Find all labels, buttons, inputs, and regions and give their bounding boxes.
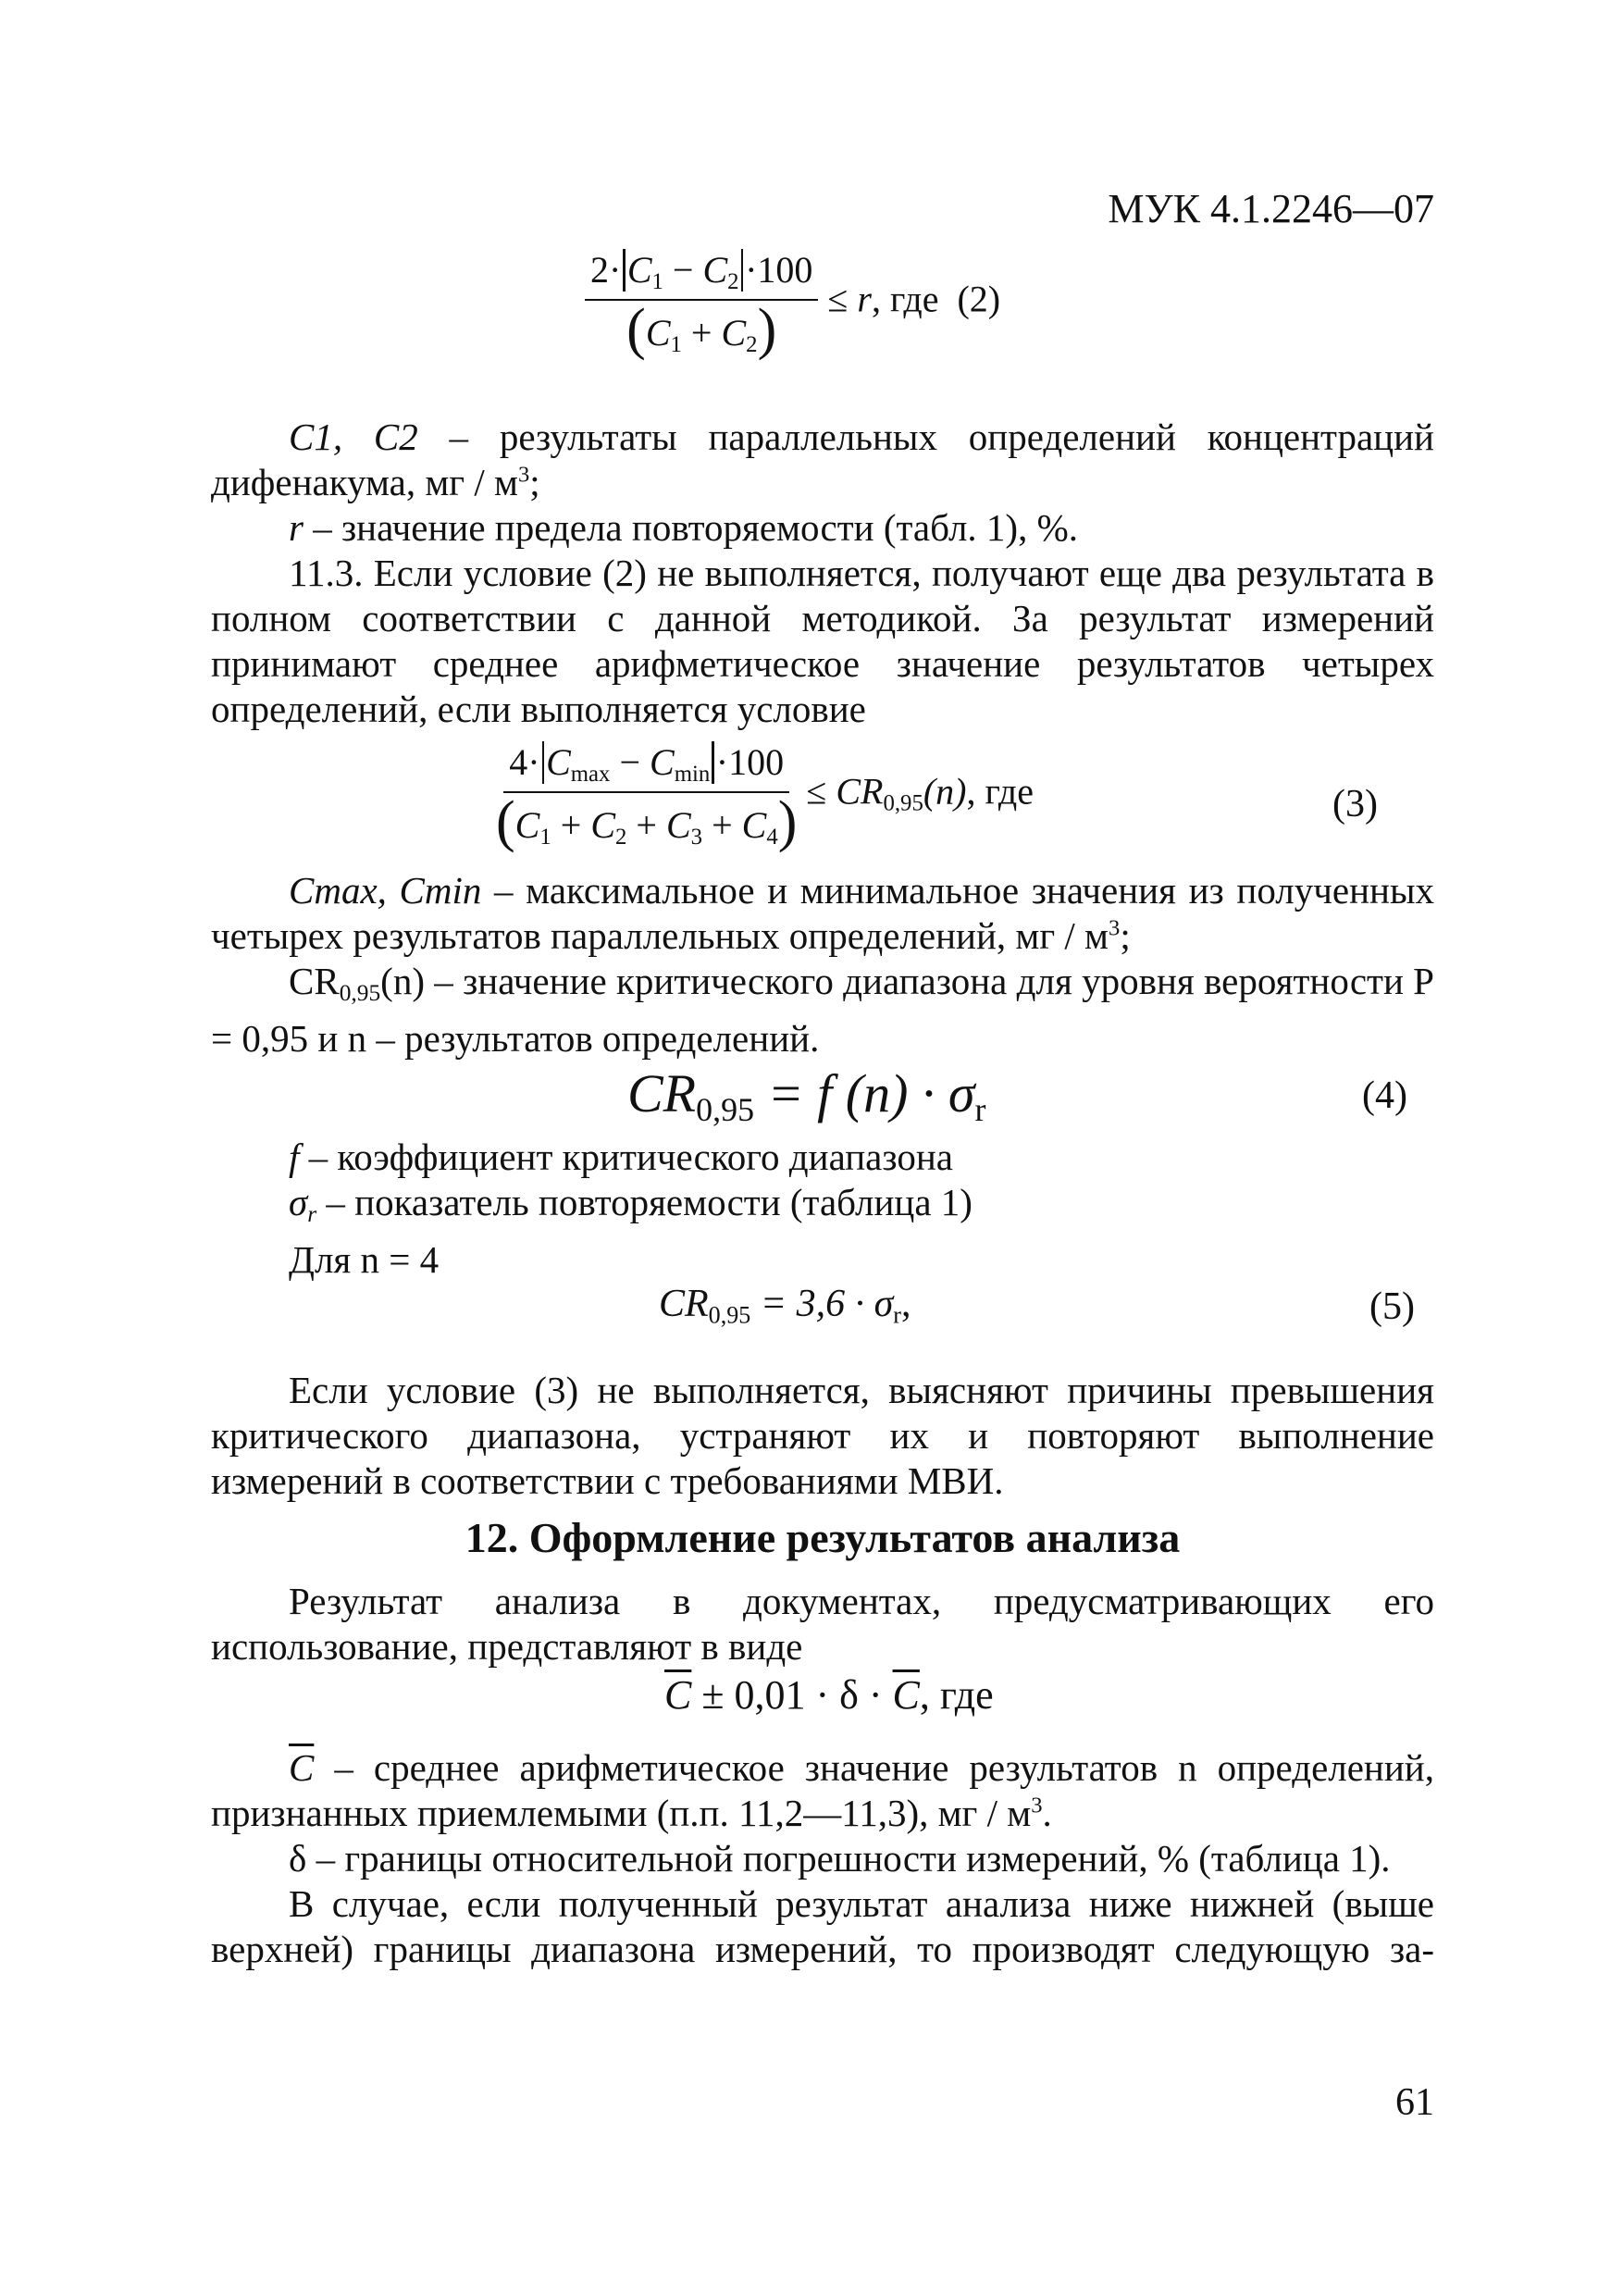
document-code-header: МУК 4.1.2246—07 bbox=[1108, 186, 1434, 231]
paragraph-last: В случае, если полученный результат анализа ниже нижней (выше верхней) границы диапазона измерений, то производят следующую за- bbox=[211, 1882, 1434, 1970]
paragraph-condition-3-block bbox=[211, 1368, 1434, 1504]
definitions-block-3 bbox=[211, 1135, 1434, 1283]
eq3-fraction: $\frac{4\cdot C_{max} - C_{min} \cdot 100}{(C_1 + C_2 + C_3 + C_4)}$ bbox=[496, 741, 798, 853]
equation-4: $CR_{0,95} = f$ $(n) \cdot \sigma_r$ bbox=[627, 1063, 986, 1129]
definitions-block-1 bbox=[211, 415, 1434, 732]
eq2-number: (2) bbox=[957, 278, 1001, 320]
eq3-number: (3) bbox=[1332, 783, 1378, 825]
definition-r: r – значение предела повторяемости (табл. 1), %. bbox=[289, 506, 1078, 549]
equation-2: $\frac{2\cdot C_1 - C_2 \cdot 100}{(C_1 + C_2)}$ ≤ r, где (2) bbox=[585, 248, 1000, 358]
paragraph-result-block bbox=[211, 1579, 1434, 1669]
equation-5: $CR_{0,95} = 3,6 \cdot \sigma_r$, bbox=[659, 1283, 911, 1329]
equation-3: $\frac{4\cdot C_{max} - C_{min} \cdot 100}{(C_1 + C_2 + C_3 + C_4)}$ ≤ $CR_{0,95}(n)$, где bbox=[496, 741, 1035, 853]
definition-cr095: $CR_{0,95}(n)$ – значение критического диапазона для уровня вероятности Р = 0,95 и n – результатов определений. bbox=[211, 960, 1434, 1061]
paragraph-condition-3: Если условие (3) не выполняется, выясняют причины превышения критического диапазона, устраняют их и повторяют выполнение измерений в соответствии с требованиями МВИ. bbox=[211, 1369, 1434, 1502]
paragraph-result: Результат анализа в документах, предусматривающих его использование, представляют в виде bbox=[211, 1580, 1434, 1668]
definition-cmax-cmin: Cmax, Cmin – максимальное и минимальное значения из полученных четырех результатов параллельных определений, мг / $м^3$; bbox=[211, 869, 1434, 957]
eq2-fraction: $\frac{2\cdot C_1 - C_2 \cdot 100}{(C_1 + C_2)}$ bbox=[585, 248, 818, 358]
eq5-number: (5) bbox=[1369, 1285, 1415, 1328]
paragraph-11-3: 11.3. Если условие (2) не выполняется, получают еще два результата в полном соответствии с данной методикой. За результат измерений принимают среднее арифметическое значение результатов четырех определений, если выполняется условие bbox=[211, 552, 1434, 730]
definition-c-mean: $\overline{C}$ – среднее арифметическое значение результатов n определений, признанных приемлемыми (п.п. 11,2—11,3), мг / $м^3$. bbox=[211, 1746, 1434, 1834]
definition-delta: δ – границы относительной погрешности измерений, % (таблица 1). bbox=[289, 1837, 1391, 1880]
definition-sigma-r: $\sigma_r$ – показатель повторяемости (таблица 1) bbox=[289, 1181, 973, 1228]
eq4-number: (4) bbox=[1362, 1074, 1407, 1117]
definition-c1-c2: C1, C2 – результаты параллельных определений концентраций дифенакума, мг / $м^3$; bbox=[211, 416, 1434, 503]
equation-result: $\overline{C} \pm 0,01 \cdot \delta \cdot \overline{C}$, где bbox=[664, 1672, 994, 1718]
for-n-4: Для n = 4 bbox=[289, 1238, 440, 1282]
section-12-heading: 12. Оформление результатов анализа bbox=[465, 1514, 1181, 1561]
definitions-block-4 bbox=[211, 1745, 1434, 1972]
page-number: 61 bbox=[1395, 2081, 1434, 2124]
definitions-block-2 bbox=[211, 868, 1434, 1061]
definition-f: f – коэффициент критического диапазона bbox=[289, 1136, 953, 1178]
